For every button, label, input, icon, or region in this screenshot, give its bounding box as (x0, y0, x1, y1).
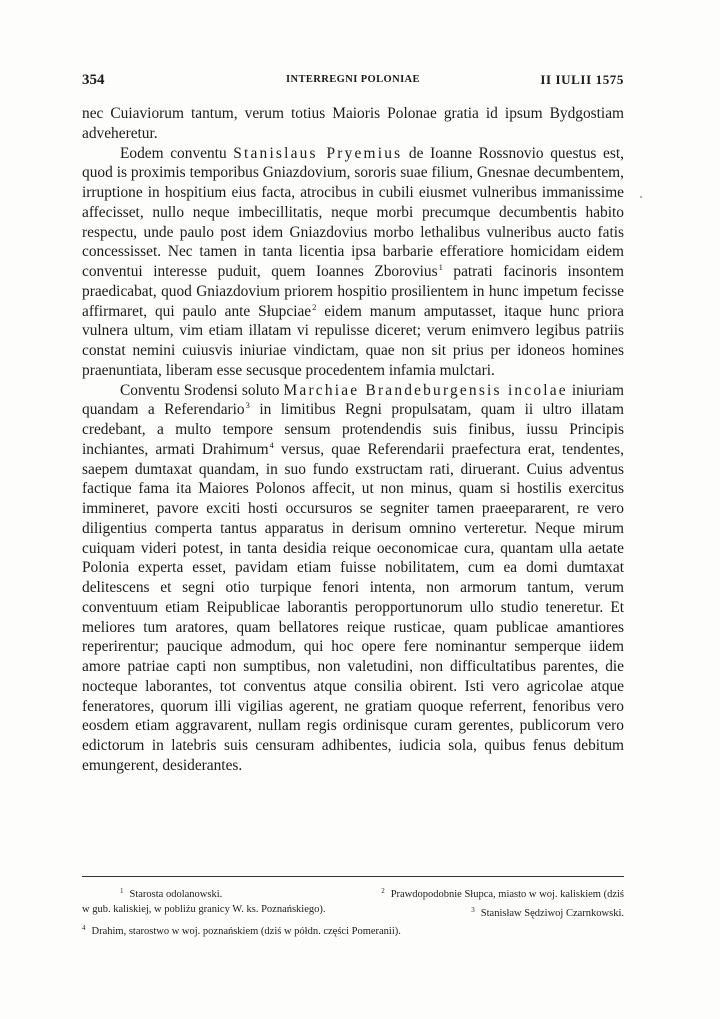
footnote-1-mark: 1 (120, 887, 124, 895)
paragraph-1: nec Cuiaviorum tantum, verum totius Maioris Polonae gratia id ipsum Bydgostiam adveheretur. (82, 105, 624, 142)
person-name-pryemius: Stanislaus Pryemius (233, 144, 403, 162)
footnote-2-start (381, 884, 624, 903)
page-number: 354 (82, 72, 105, 88)
paragraph-3-text-b: in limitibus Regni propulsatam, quam ii ultro illatam credebant, a multo tempore sensum protendendis suis finibus, iussu Principis inchiantes, armati Drahimum (82, 401, 624, 458)
footnote-ref-2[interactable]: 2 (312, 301, 317, 312)
footnote-ref-3[interactable]: 3 (245, 400, 250, 411)
paragraph-3 (82, 381, 624, 776)
footnote-2-text-b: w gub. kaliskiej, w pobliżu granicy W. ks. Poznańskiego). (82, 903, 326, 915)
paragraph-3-text-a: iniuriam quandam a Referendario (82, 381, 624, 419)
footnote-4-mark: 4 (82, 924, 86, 932)
footnotes (82, 884, 624, 940)
footnote-3 (471, 903, 624, 922)
footnote-1-text: Starosta odolanowski. (129, 889, 223, 900)
footnote-separator (82, 876, 624, 877)
footnote-1 (120, 884, 222, 903)
paragraph-3-open: Conventu Srodensi soluto (120, 381, 284, 399)
paragraph-2 (82, 144, 624, 381)
paragraph-2-text-a: de Ioanne Rossnovio questus est, quod is proximis temporibus Gniazdovium, sororis suae filium, Gnesnae decumbentem, irruptione in hospitium eius facta, atrocibus in cubili eiusmet vulneribus immanissime affecisset, nullo neque imbecillitatis, neque morbi precumque decumbentis habito respectu, unde paulo post idem Gniazdovius morbo lethalibus vulneribus aucto fatis concessisset. Nec tamen in tanta licentia ipsa barbarie efferatiore homicidam eidem conventui interesse puduit, quem Ioannes Zborovius (82, 144, 624, 280)
document-page (82, 58, 624, 978)
footnote-ref-1[interactable]: 1 (438, 262, 443, 272)
footnote-line-1 (82, 884, 624, 903)
footnote-ref-4[interactable]: 4 (269, 439, 274, 450)
footnote-3-text: Stanisław Sędziwoj Czarnkowski. (480, 907, 624, 919)
running-date: II IULII 1575 (540, 72, 624, 87)
paragraph-2-text-c: eidem manum amputasset, itaque hunc priora vulnera ultum, vim etiam illatam vi repulisse diceret; verum enimvero legibus patriis constat nemini cuiusvis iniuriae vindictam, quae non sit prius per idoneos homines praenuntiata, liberam esse secusque procedentem infamia mulctari. (82, 302, 625, 379)
footnote-4 (82, 921, 624, 940)
footnote-3-mark: 3 (471, 905, 475, 914)
name-marchia-incolae: Marchiae Brandeburgensis incolae (283, 381, 568, 399)
footnote-4-text: Drahim, starostwo w woj. poznańskiem (dziś w półdn. części Pomeranii). (91, 926, 401, 937)
footnote-2-mark: 2 (381, 887, 385, 895)
running-header (82, 72, 624, 94)
footnote-line-2 (82, 903, 624, 922)
main-text (82, 104, 624, 776)
footnote-2-text-a: Prawdopodobnie Słupca, miasto w woj. kaliskiem (dziś (390, 889, 624, 900)
running-title: INTERREGNI POLONIAE (286, 74, 420, 85)
paragraph-2-text-b: patrati facinoris insontem praedicabat, quod Gniazdovium priorem hospitio prosilientem in hunc impetum fecisse affirmaret, qui paulo ante Słupciae (82, 263, 624, 320)
paragraph-2-open: Eodem conventu (120, 144, 234, 162)
paper-speck (640, 196, 642, 198)
paragraph-3-text-c: versus, quae Referendarii praefectura erat, tendentes, saepem dumtaxat quandam, in suo fundo exstructam rati, diruerant. Cuius adventus factique fama ita Maiores Polonos affecit, ut non minus, quam si hostilis exercitus immineret, pavore exciti hosti occursuros se segniter tamen praeepararent, re vero diligentius comperta tantus apparatus in derisum omnino verteretur. Neque mirum cuiquam videri potest, in tanta desidia reique oeconomicae cura, quantam ulla aetate Polonia experta esset, pavidam etiam fuisse nobilitatem, cum ea domi dumtaxat delitescens et segni otio turpique fenori intenta, non armorum tantum, verum conventuum etiam Reipublicae laborantis peropportunorum ullo studio teneretur. Et meliores tum aratores, quam bellatores reique rusticae, quam publicae amantiores reperirentur; paucique admodum, qui hoc opere fere nominantur semperque iidem amore patriae capti non sumptibus, non valetudini, non difficultatibus parentes, die nocteque laborantes, tot conventus atque consilia obirent. Isti vero agricolae atque feneratores, quorum illi vigilias agerent, ne gratiam quoque referrent, fenoribus vero eosdem etiam aggravarent, nullam regis ordinisque curam gerentes, publicorum vero edictorum in latebris suis censuram adhibentes, iudicia sola, quibus fenus debitum emungerent, desiderantes. (82, 440, 624, 774)
